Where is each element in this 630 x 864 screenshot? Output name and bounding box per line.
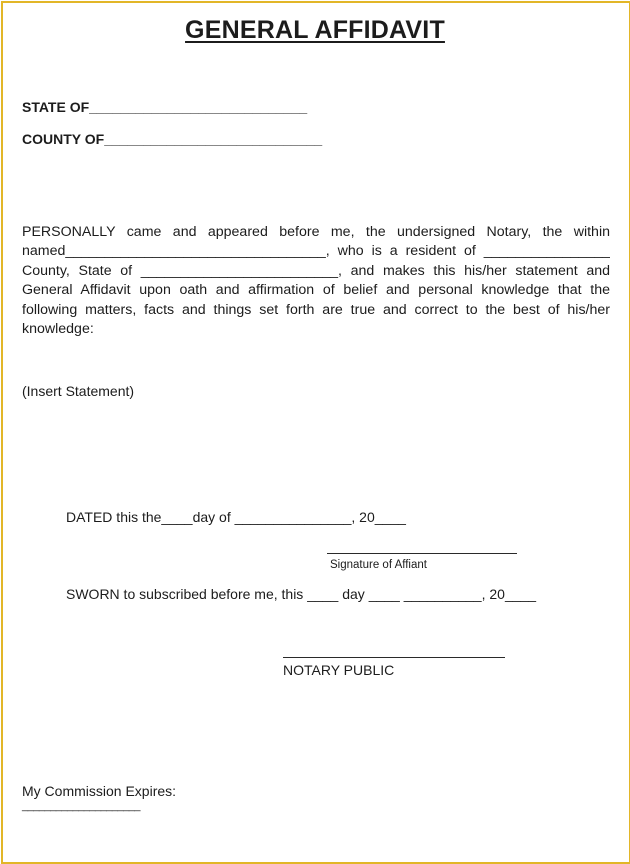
paragraph-line: County, State of _________________________, and makes this his/her statement and bbox=[22, 262, 610, 279]
paragraph-line: knowledge: bbox=[22, 321, 94, 338]
notary-public-label: NOTARY PUBLIC bbox=[283, 662, 395, 678]
notary-signature-line bbox=[283, 657, 505, 658]
dated-line: DATED this the____day of _______________, 20____ bbox=[66, 509, 406, 525]
document-title: GENERAL AFFIDAVIT bbox=[185, 16, 445, 44]
paragraph-line: following matters, facts and things set forth are true and correct to the best of his/her bbox=[22, 301, 610, 318]
commission-expires-blank: _____________________ bbox=[22, 800, 140, 812]
state-of-line: STATE OF____________________________ bbox=[22, 99, 308, 115]
paragraph-line: General Affidavit upon oath and affirmation of belief and personal knowledge that the bbox=[22, 282, 610, 299]
signature-of-affiant-label: Signature of Affiant bbox=[330, 559, 427, 571]
insert-statement: (Insert Statement) bbox=[22, 383, 135, 399]
commission-expires-label: My Commission Expires: bbox=[22, 783, 177, 799]
affidavit-paragraph bbox=[22, 223, 610, 339]
affiant-signature-line bbox=[327, 553, 517, 554]
paragraph-line: PERSONALLY came and appeared before me, the undersigned Notary, the within bbox=[22, 224, 610, 240]
sworn-line: SWORN to subscribed before me, this ____ day ____ __________, 20____ bbox=[66, 586, 537, 602]
paragraph-line: named_________________________________, who is a resident of ________________ bbox=[22, 243, 610, 260]
county-of-line: COUNTY OF____________________________ bbox=[22, 131, 323, 147]
